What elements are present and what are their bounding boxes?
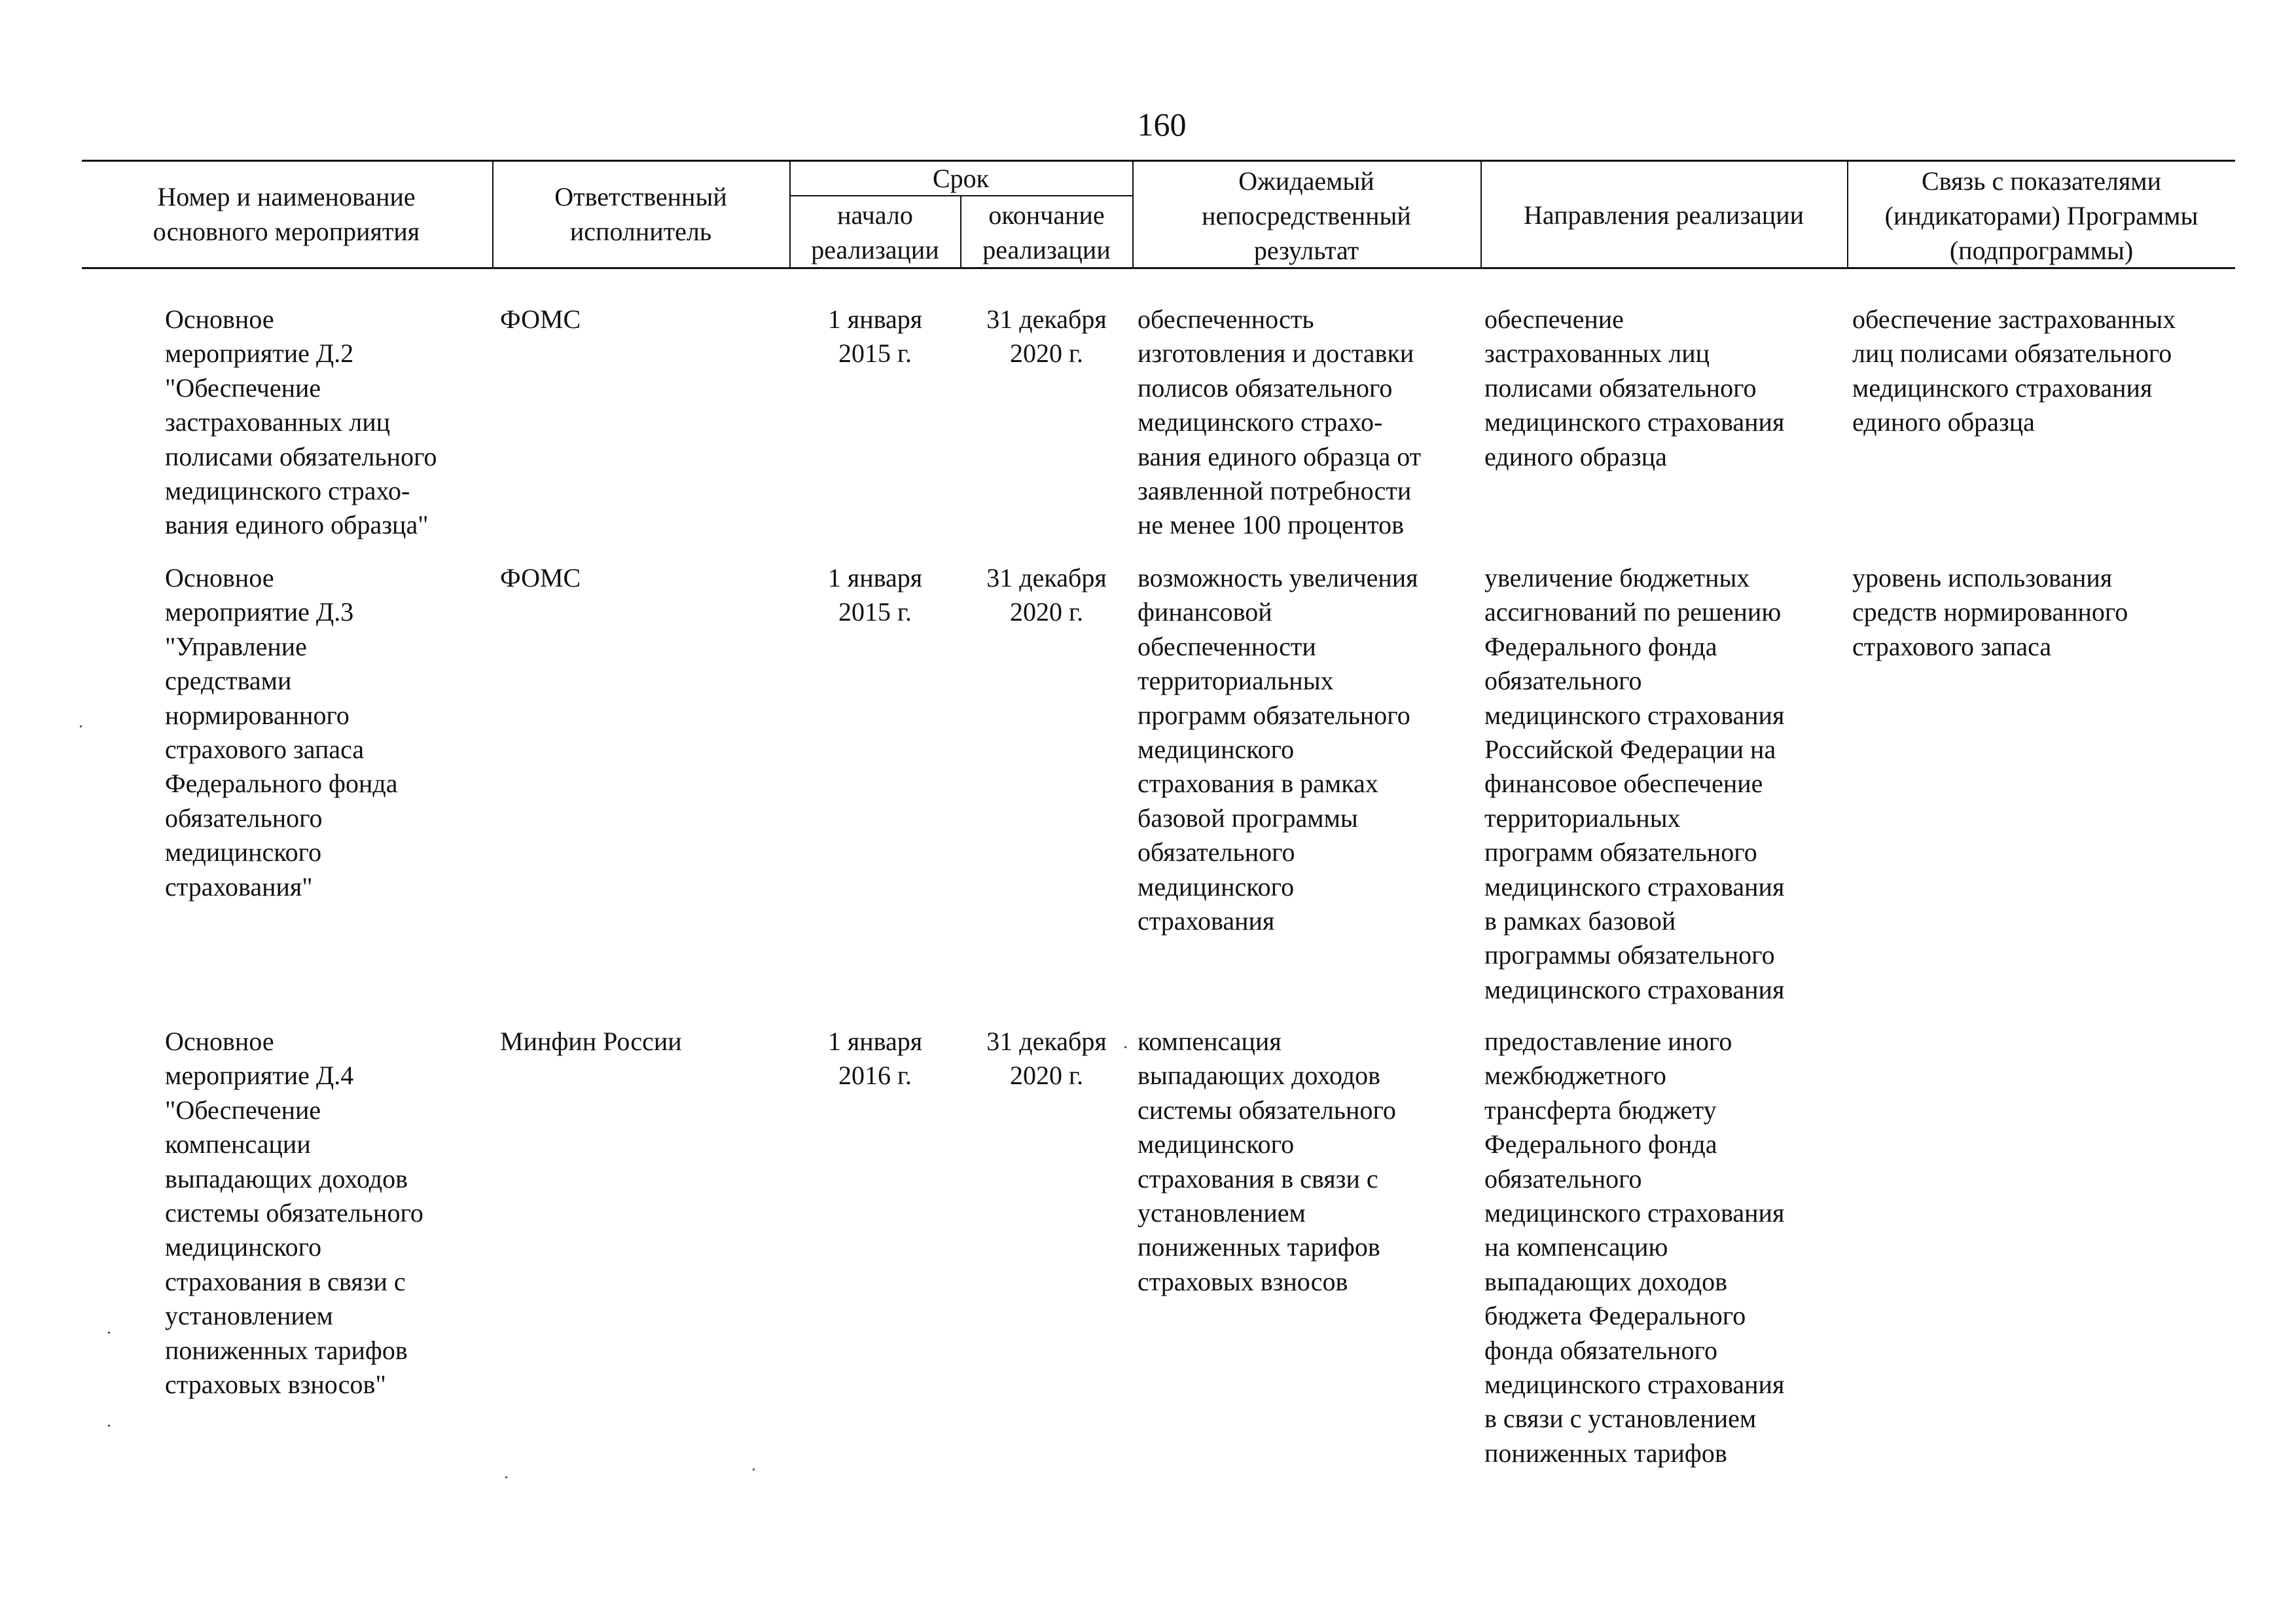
header-directions-column: Направления реализации	[1523, 200, 1804, 230]
row-2-directions: увеличение бюджетных ассигнований по решению Федерального фонда обязательного медицинского страхования Российской Федерации на финансовое обеспечение территориальных программ обязательного медицинского страхования в рамках базовой программы обязательного медицинского страхования	[1484, 563, 1785, 1004]
header-link-column: Связь с показателями (индикаторами) Программы (подпрограммы)	[1884, 166, 2198, 265]
scan-speck	[505, 1476, 507, 1478]
row-1-name: Основное мероприятие Д.2 "Обеспечение застрахованных лиц полисами обязательного медицинского страхо- вания единого образца"	[165, 304, 437, 540]
scan-speck	[753, 1468, 755, 1470]
row-2-name: Основное мероприятие Д.3 "Управление средствами нормированного страхового запаса Федерального фонда обязательного медицинского страхования"	[165, 563, 398, 902]
row-2-end: 31 декабря 2020 г.	[986, 563, 1107, 627]
scan-speck	[108, 1425, 110, 1427]
row-1-executor: ФОМС	[500, 304, 581, 334]
row-3-end: 31 декабря 2020 г.	[986, 1027, 1107, 1091]
header-start-column: начало реализации	[811, 200, 939, 264]
row-3-result: компенсация выпадающих доходов системы обязательного медицинского страхования в связи с установлением пониженных тарифов страховых взносов	[1138, 1027, 1396, 1296]
row-2-link: уровень использования средств нормированного страхового запаса	[1852, 563, 2128, 661]
header-srok: Срок	[932, 164, 990, 193]
row-1-link: обеспечение застрахованных лиц полисами обязательного медицинского страхования единого образца	[1852, 304, 2176, 437]
row-2-result: возможность увеличения финансовой обеспеченности территориальных программ обязательного медицинского страхования в рамках базовой программы обязательного медицинского страхования	[1138, 563, 1418, 936]
header-name-column: Номер и наименование основного мероприятия	[152, 182, 420, 246]
row-1-result: обеспеченность изготовления и доставки полисов обязательного медицинского страхо- вания единого образца от заявленной потребности не менее 100 процентов	[1138, 304, 1422, 540]
header-executor-column: Ответственный исполнитель	[554, 182, 727, 246]
scan-speck	[1124, 1046, 1126, 1048]
scan-speck	[108, 1332, 110, 1334]
row-2-start: 1 января 2015 г.	[827, 563, 923, 627]
header-end-column: окончание реализации	[982, 200, 1111, 264]
header-result-column: Ожидаемый непосредственный результат	[1202, 166, 1411, 265]
row-1-end: 31 декабря 2020 г.	[986, 304, 1107, 369]
row-3-executor: Минфин России	[500, 1027, 682, 1056]
row-1-directions: обеспечение застрахованных лиц полисами обязательного медицинского страхования единого образца	[1484, 304, 1785, 471]
row-3-directions: предоставление иного межбюджетного трансферта бюджету Федерального фонда обязательного медицинского страхования на компенсацию выпадающих доходов бюджета Федерального фонда обязательного медицинского страхования в связи с установлением пониженных тарифов	[1484, 1027, 1785, 1468]
row-1-start: 1 января 2015 г.	[827, 304, 923, 369]
row-3-name: Основное мероприятие Д.4 "Обеспечение компенсации выпадающих доходов системы обязательного медицинского страхования в связи с установлением пониженных тарифов страховых взносов"	[165, 1027, 423, 1400]
row-3-start: 1 января 2016 г.	[827, 1027, 923, 1091]
row-2-executor: ФОМС	[500, 563, 581, 593]
scan-speck	[80, 725, 82, 727]
page-number: 160	[1137, 106, 1187, 143]
table-top-rule	[82, 160, 2235, 162]
